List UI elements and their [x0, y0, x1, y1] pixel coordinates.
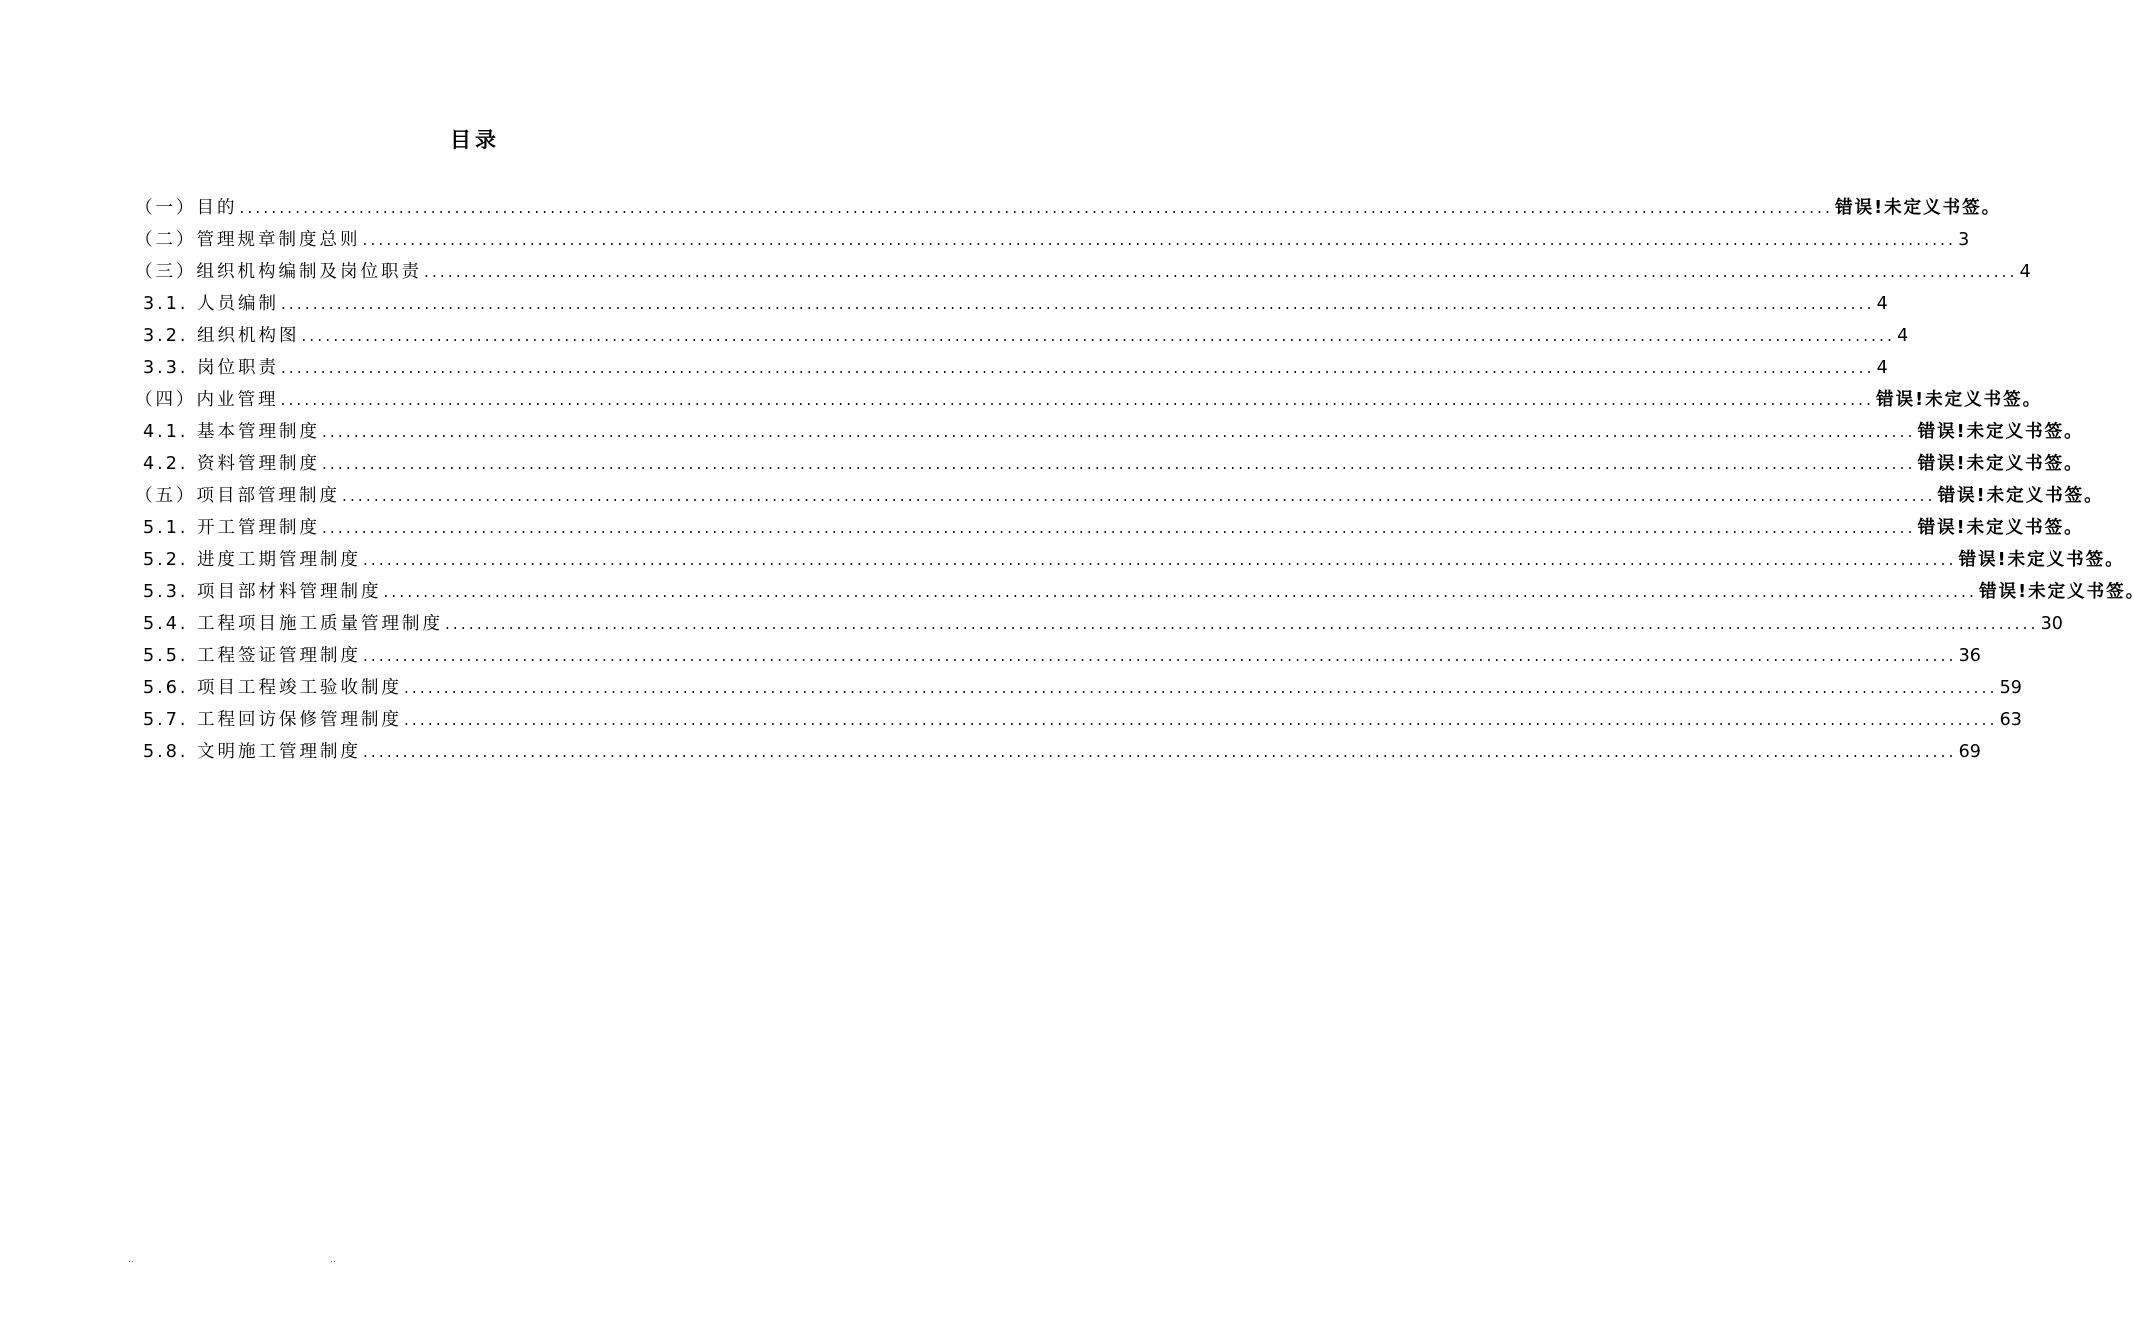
toc-dot-leader: ........................................................................................................................................................................................................	[424, 263, 2018, 281]
toc-entry-label: 3.2. 组织机构图	[143, 326, 300, 346]
footer-mark-middle: ..	[330, 1255, 336, 1265]
toc-entry-page-number: 4	[1897, 326, 1909, 346]
toc-entry-label: 5.4. 工程项目施工质量管理制度	[143, 614, 443, 634]
toc-entry-error-text: 错误!未定义书签。	[1958, 550, 2125, 570]
toc-entry-label: （四）内业管理	[135, 390, 279, 410]
toc-entry-error-text: 错误!未定义书签。	[1876, 390, 2043, 410]
toc-entry-label: 4.2. 资料管理制度	[143, 454, 320, 474]
toc-entry-label: 5.5. 工程签证管理制度	[143, 646, 361, 666]
toc-dot-leader: ........................................................................................................................................................................................................	[362, 231, 1957, 249]
toc-dot-leader: ........................................................................................................................................................................................................	[321, 455, 1916, 473]
toc-entry[interactable]	[135, 384, 2043, 416]
toc-dot-leader: ........................................................................................................................................................................................................	[383, 583, 1978, 601]
toc-entry-error-text: 错误!未定义书签。	[1917, 422, 2084, 442]
toc-title: 目录	[450, 128, 500, 152]
toc-entry[interactable]	[135, 576, 2145, 608]
toc-entry-error-text: 错误!未定义书签。	[1937, 486, 2104, 506]
toc-dot-leader: ........................................................................................................................................................................................................	[321, 519, 1916, 537]
toc-entry-label: （三）组织机构编制及岗位职责	[135, 262, 422, 282]
toc-entry[interactable]	[135, 288, 1888, 320]
toc-entry-page-number: 4	[1876, 358, 1888, 378]
toc-entry-error-text: 错误!未定义书签。	[1979, 582, 2145, 602]
toc-entry-page-number: 59	[1999, 678, 2022, 698]
toc-entry[interactable]	[135, 480, 2104, 512]
toc-dot-leader: ........................................................................................................................................................................................................	[239, 199, 1834, 217]
toc-entry-label: 5.2. 进度工期管理制度	[143, 550, 361, 570]
toc-dot-leader: ........................................................................................................................................................................................................	[301, 327, 1896, 345]
toc-entry[interactable]	[135, 352, 1888, 384]
toc-entry[interactable]	[135, 192, 2002, 224]
toc-entry[interactable]	[135, 544, 2125, 576]
toc-entry-label: 5.1. 开工管理制度	[143, 518, 320, 538]
toc-list	[135, 192, 2145, 768]
toc-entry[interactable]	[135, 224, 1970, 256]
toc-dot-leader: ........................................................................................................................................................................................................	[403, 679, 1998, 697]
toc-dot-leader: ........................................................................................................................................................................................................	[280, 359, 1875, 377]
toc-dot-leader: ........................................................................................................................................................................................................	[362, 647, 1957, 665]
toc-entry[interactable]	[135, 704, 2022, 736]
toc-entry-error-text: 错误!未定义书签。	[1917, 454, 2084, 474]
toc-entry-label: 5.6. 项目工程竣工验收制度	[143, 678, 402, 698]
toc-dot-leader: ........................................................................................................................................................................................................	[280, 295, 1875, 313]
toc-entry[interactable]	[135, 320, 1909, 352]
toc-dot-leader: ........................................................................................................................................................................................................	[444, 615, 2039, 633]
toc-entry-page-number: 63	[1999, 710, 2022, 730]
toc-entry[interactable]	[135, 448, 2084, 480]
toc-entry[interactable]	[135, 416, 2084, 448]
toc-entry-label: 5.3. 项目部材料管理制度	[143, 582, 382, 602]
toc-entry-label: （二）管理规章制度总则	[135, 230, 361, 250]
toc-entry-label: 5.7. 工程回访保修管理制度	[143, 710, 402, 730]
toc-entry-label: （五）项目部管理制度	[135, 486, 340, 506]
toc-entry-page-number: 30	[2040, 614, 2063, 634]
toc-entry-error-text: 错误!未定义书签。	[1835, 198, 2002, 218]
toc-dot-leader: ........................................................................................................................................................................................................	[403, 711, 1998, 729]
toc-dot-leader: ........................................................................................................................................................................................................	[321, 423, 1916, 441]
toc-entry-page-number: 3	[1958, 230, 1970, 250]
footer-mark-left: ..	[128, 1255, 134, 1265]
toc-entry-error-text: 错误!未定义书签。	[1917, 518, 2084, 538]
toc-entry[interactable]	[135, 608, 2063, 640]
toc-entry-page-number: 69	[1958, 742, 1981, 762]
toc-entry[interactable]	[135, 640, 1981, 672]
toc-entry-label: 3.1. 人员编制	[143, 294, 279, 314]
toc-dot-leader: ........................................................................................................................................................................................................	[342, 487, 1936, 505]
toc-dot-leader: ........................................................................................................................................................................................................	[362, 743, 1957, 761]
toc-entry-page-number: 4	[2019, 262, 2031, 282]
toc-entry-page-number: 36	[1958, 646, 1981, 666]
toc-dot-leader: ........................................................................................................................................................................................................	[362, 551, 1957, 569]
toc-entry[interactable]	[135, 256, 2031, 288]
toc-dot-leader: ........................................................................................................................................................................................................	[280, 391, 1875, 409]
toc-entry-label: 3.3. 岗位职责	[143, 358, 279, 378]
toc-entry[interactable]	[135, 672, 2022, 704]
toc-entry-page-number: 4	[1876, 294, 1888, 314]
toc-entry[interactable]	[135, 512, 2084, 544]
toc-entry-label: 5.8. 文明施工管理制度	[143, 742, 361, 762]
toc-entry[interactable]	[135, 736, 1981, 768]
toc-entry-label: 4.1. 基本管理制度	[143, 422, 320, 442]
toc-entry-label: （一）目的	[135, 198, 238, 218]
